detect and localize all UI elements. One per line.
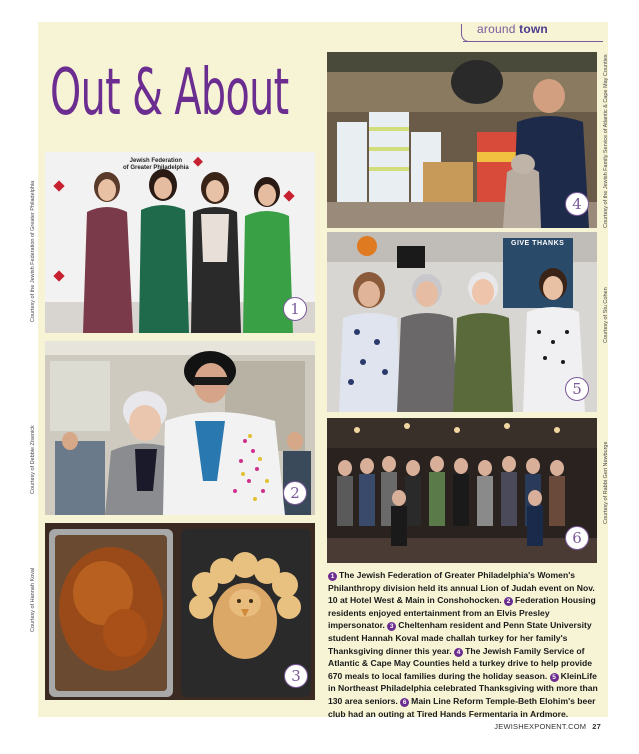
caption-number: 5 (550, 673, 559, 682)
photo-credit: Courtesy of the Jewish Family Service of Atlantic & Cape May Counties (603, 54, 609, 228)
photo-number-badge: 6 (565, 526, 589, 550)
photo-4 (327, 52, 597, 228)
photo-1 (45, 152, 315, 333)
photo-number-badge: 2 (283, 481, 307, 505)
footer-site[interactable]: JEWISHEXPONENT.COM (494, 722, 587, 731)
photo-credit: Courtesy of Stu Cohen (603, 287, 609, 343)
photo-credit: Courtesy of the Jewish Federation of Greater Philadelphia (30, 180, 36, 322)
caption-number: 6 (400, 698, 409, 707)
photo-number-badge: 3 (284, 664, 308, 688)
caption-number: 4 (454, 648, 463, 657)
caption-number: 1 (328, 572, 337, 581)
photo-credit: Courtesy of Rabbi Geri Newburge (603, 441, 609, 524)
photo-number-badge: 1 (283, 297, 307, 321)
section-tag-text: around town (477, 22, 548, 36)
section-tag-rule (463, 41, 603, 42)
page-headline: Out & About (50, 56, 289, 130)
photo-number-badge: 5 (565, 377, 589, 401)
backdrop-logo-text: Jewish Federation of Greater Philadelphia (123, 158, 189, 171)
caption-text: KleinLife in Northeast Philadelphia celebrated Thanksgiving with more than 130 area seniors. (328, 670, 598, 706)
photo-5 (327, 232, 597, 412)
page-footer (494, 722, 601, 731)
banner-text: GIVE THANKS (511, 240, 565, 247)
caption-text: The Jewish Family Service of Atlantic & Cape May Counties held a turkey drive to help provide 670 meals to local families during the holiday season. (328, 645, 593, 681)
photo-number-badge: 4 (565, 192, 589, 216)
page-number: 27 (592, 722, 601, 731)
photo-2 (45, 341, 315, 515)
caption-text: Federation Housing residents enjoyed entertainment from an Elvis Presley impersonator. (328, 595, 596, 631)
caption-number: 2 (504, 597, 513, 606)
photo-credit: Courtesy of Debbie Zisenick (30, 425, 36, 494)
photo-credit: Courtesy of Hannah Koval (30, 567, 36, 632)
caption-block (328, 569, 598, 720)
caption-number: 3 (387, 622, 396, 631)
photo-6 (327, 418, 597, 563)
caption-text: Main Line Reform Temple-Beth Elohim's beer club had an outing at Tired Hands Fermentaria in Ardmore. (328, 695, 596, 719)
caption-text: The Jewish Federation of Greater Philadelphia's Women's Philanthropy division held its annual Lion of Judah event on Nov. 10 at Hotel West & Main in Conshohocken. (328, 570, 595, 606)
caption-text: Cheltenham resident and Penn State University student Hannah Koval made challah turkey for her family's Thanksgiving dinner this year. (328, 620, 592, 656)
section-tag-curve (461, 24, 469, 42)
section-tag (463, 20, 613, 42)
photo-3 (45, 523, 315, 700)
